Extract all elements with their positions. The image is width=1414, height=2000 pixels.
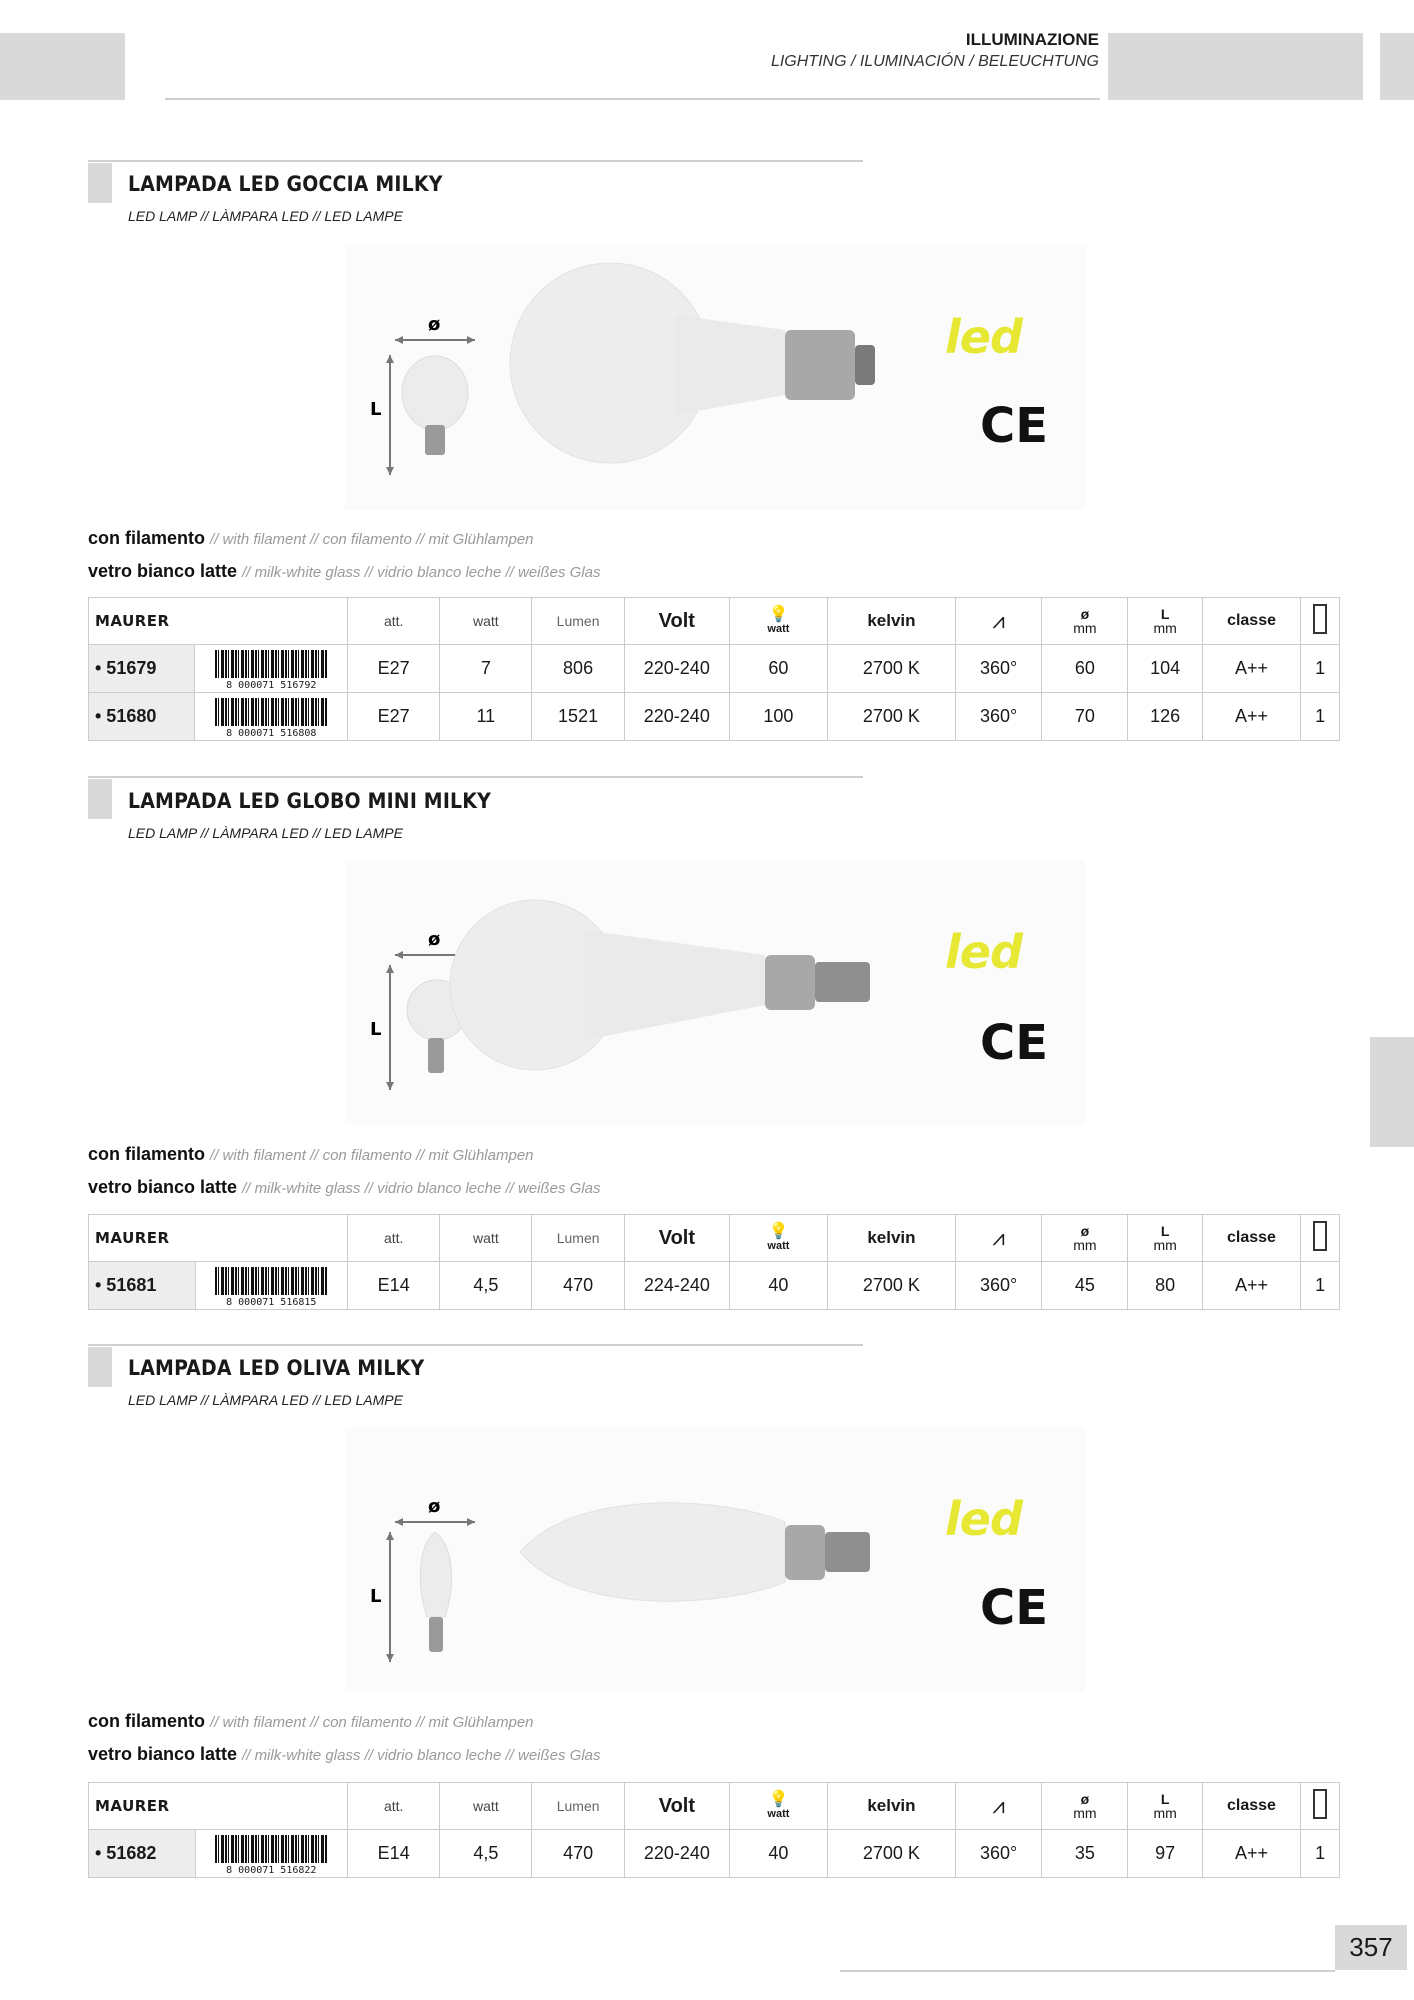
package-icon — [1313, 1221, 1327, 1251]
header-length-unit: mm — [1153, 1237, 1177, 1253]
section-marker — [88, 163, 112, 203]
header-angle — [955, 1215, 1041, 1262]
header-right-bar — [1108, 33, 1363, 100]
barcode — [195, 1830, 348, 1878]
cell-length: 97 — [1128, 1830, 1202, 1878]
header-package — [1301, 1783, 1340, 1830]
product-code: • 51682 — [89, 1830, 196, 1878]
header-eq-watt-label: watt — [767, 1240, 790, 1252]
beam-angle-icon: ⩘ — [992, 608, 1005, 633]
cell-diameter: 45 — [1042, 1262, 1128, 1310]
package-icon — [1313, 1789, 1327, 1819]
section-marker — [88, 779, 112, 819]
note-glass: vetro bianco latte — [88, 1177, 238, 1197]
beam-angle-icon: ⩘ — [992, 1793, 1005, 1818]
barcode — [195, 693, 348, 741]
header-volt: Volt — [624, 1783, 729, 1830]
header-diameter-symbol: ø — [1080, 606, 1090, 622]
header-package — [1301, 1215, 1340, 1262]
cell-angle: 360° — [955, 1262, 1041, 1310]
cell-qty: 1 — [1301, 645, 1340, 693]
note-glass: vetro bianco latte — [88, 561, 238, 581]
note-filament: con filamento — [88, 1144, 206, 1164]
cell-eq-watt: 60 — [729, 645, 827, 693]
header-diameter-symbol: ø — [1080, 1223, 1090, 1239]
header-lumen: Lumen — [532, 1783, 624, 1830]
ce-mark: CE — [980, 1580, 1049, 1636]
cell-watt: 4,5 — [440, 1830, 532, 1878]
barcode — [195, 645, 348, 693]
section-title: LAMPADA LED GOCCIA MILKY — [128, 172, 443, 196]
cell-att: E27 — [348, 645, 440, 693]
header-diameter-unit: mm — [1073, 1805, 1097, 1821]
header-watt: watt — [440, 1215, 532, 1262]
barcode — [195, 1262, 348, 1310]
cell-classe: A++ — [1202, 645, 1300, 693]
note-glass-translations: // milk-white glass // vidrio blanco leche // weißes Glas — [242, 1747, 601, 1764]
cell-volt: 224-240 — [624, 1262, 729, 1310]
bulb-illustration — [345, 860, 1085, 1125]
page-subtitle: LIGHTING / ILUMINACIÓN / BELEUCHTUNG — [770, 53, 1099, 70]
section-rule — [88, 1344, 863, 1346]
product-notes — [88, 522, 601, 588]
brand-logo: MAURER — [89, 1783, 348, 1830]
header-length-symbol: L — [1160, 1791, 1170, 1807]
header-eq-watt — [729, 598, 827, 645]
cell-classe: A++ — [1202, 1830, 1300, 1878]
product-code: • 51680 — [89, 693, 195, 741]
table-row — [89, 1262, 1340, 1310]
footer-rule — [840, 1970, 1335, 1972]
cell-qty: 1 — [1301, 693, 1340, 741]
cell-eq-watt: 40 — [729, 1830, 827, 1878]
diameter-symbol: ø — [428, 314, 441, 335]
cell-diameter: 60 — [1042, 645, 1128, 693]
header-lumen: Lumen — [532, 598, 624, 645]
cell-watt: 4,5 — [440, 1262, 532, 1310]
cell-att: E14 — [348, 1830, 440, 1878]
header-length-unit: mm — [1153, 620, 1177, 636]
header-eq-watt-label: watt — [767, 1808, 790, 1820]
ce-mark: CE — [980, 398, 1049, 454]
header-att: att. — [348, 598, 440, 645]
led-logo: led — [945, 925, 1022, 979]
bulb-illustration — [345, 1427, 1085, 1692]
cell-angle: 360° — [955, 1830, 1041, 1878]
page-number: 357 — [1335, 1925, 1407, 1970]
cell-volt: 220-240 — [624, 693, 729, 741]
cell-qty: 1 — [1301, 1830, 1340, 1878]
header-angle — [955, 598, 1041, 645]
header-volt: Volt — [624, 1215, 729, 1262]
header-length-unit: mm — [1153, 1805, 1177, 1821]
bulb-icon: 💡 — [768, 1223, 789, 1240]
product-code: • 51681 — [89, 1262, 196, 1310]
cell-length: 80 — [1128, 1262, 1202, 1310]
header-diameter-unit: mm — [1073, 620, 1097, 636]
header-eq-watt-label: watt — [767, 623, 790, 635]
beam-angle-icon: ⩘ — [992, 1225, 1005, 1250]
table-row — [89, 1830, 1340, 1878]
brand-logo: MAURER — [89, 598, 348, 645]
bulb-icon: 💡 — [768, 1791, 789, 1808]
cell-lumen: 470 — [532, 1830, 624, 1878]
note-filament: con filamento — [88, 528, 206, 548]
section-title: LAMPADA LED OLIVA MILKY — [128, 1356, 425, 1380]
table-row — [89, 645, 1340, 693]
section-marker — [88, 1347, 112, 1387]
cell-lumen: 1521 — [532, 693, 624, 741]
cell-diameter: 70 — [1042, 693, 1128, 741]
header-diameter — [1042, 1783, 1128, 1830]
cell-watt: 11 — [440, 693, 532, 741]
product-photo — [345, 245, 1085, 510]
table-header-row — [89, 1215, 1340, 1262]
cell-att: E14 — [348, 1262, 440, 1310]
cell-kelvin: 2700 K — [827, 1830, 955, 1878]
cell-angle: 360° — [955, 645, 1041, 693]
spec-table — [88, 1214, 1340, 1310]
section-subtitle: LED LAMP // LÀMPARA LED // LED LAMPE — [128, 825, 403, 841]
cell-classe: A++ — [1202, 693, 1300, 741]
header-package — [1301, 598, 1340, 645]
led-logo: led — [945, 310, 1022, 364]
section-subtitle: LED LAMP // LÀMPARA LED // LED LAMPE — [128, 1392, 403, 1408]
length-symbol: L — [370, 1019, 382, 1040]
length-symbol: L — [370, 1586, 382, 1607]
header-lumen: Lumen — [532, 1215, 624, 1262]
header-att: att. — [348, 1783, 440, 1830]
header-kelvin: kelvin — [827, 598, 955, 645]
note-filament: con filamento — [88, 1711, 206, 1731]
header-length — [1128, 1215, 1202, 1262]
product-photo — [345, 860, 1085, 1125]
page-title: ILLUMINAZIONE — [965, 30, 1099, 49]
cell-watt: 7 — [440, 645, 532, 693]
header-eq-watt — [729, 1215, 827, 1262]
cell-att: E27 — [348, 693, 440, 741]
header-length-symbol: L — [1160, 1223, 1170, 1239]
note-filament-translations: // with filament // con filamento // mit Glühlampen — [210, 1147, 534, 1164]
header-classe: classe — [1202, 598, 1300, 645]
header-angle — [955, 1783, 1041, 1830]
header-length — [1128, 598, 1202, 645]
product-photo — [345, 1427, 1085, 1692]
header-watt: watt — [440, 598, 532, 645]
cell-eq-watt: 40 — [729, 1262, 827, 1310]
header-att: att. — [348, 1215, 440, 1262]
section-subtitle: LED LAMP // LÀMPARA LED // LED LAMPE — [128, 208, 403, 224]
cell-length: 126 — [1128, 693, 1202, 741]
note-glass-translations: // milk-white glass // vidrio blanco leche // weißes Glas — [242, 564, 601, 581]
cell-kelvin: 2700 K — [827, 1262, 955, 1310]
cell-diameter: 35 — [1042, 1830, 1128, 1878]
cell-qty: 1 — [1301, 1262, 1340, 1310]
cell-kelvin: 2700 K — [827, 693, 955, 741]
note-filament-translations: // with filament // con filamento // mit Glühlampen — [210, 531, 534, 548]
cell-angle: 360° — [955, 693, 1041, 741]
section-title: LAMPADA LED GLOBO MINI MILKY — [128, 789, 491, 813]
note-filament-translations: // with filament // con filamento // mit Glühlampen — [210, 1714, 534, 1731]
ce-mark: CE — [980, 1015, 1049, 1071]
header-kelvin: kelvin — [827, 1783, 955, 1830]
spec-table — [88, 1782, 1340, 1878]
side-tab — [1370, 1037, 1414, 1147]
header-rule — [165, 98, 1100, 100]
barcode-number: 8 000071 516792 — [211, 680, 331, 691]
table-header-row — [89, 598, 1340, 645]
header-classe: classe — [1202, 1783, 1300, 1830]
header-diameter-unit: mm — [1073, 1237, 1097, 1253]
brand-logo: MAURER — [89, 1215, 348, 1262]
header-diameter-symbol: ø — [1080, 1791, 1090, 1807]
diameter-symbol: ø — [428, 1496, 441, 1517]
cell-kelvin: 2700 K — [827, 645, 955, 693]
cell-eq-watt: 100 — [729, 693, 827, 741]
header-watt: watt — [440, 1783, 532, 1830]
bulb-icon: 💡 — [768, 606, 789, 623]
package-icon — [1313, 604, 1327, 634]
header-volt: Volt — [624, 598, 729, 645]
barcode-number: 8 000071 516822 — [211, 1865, 331, 1876]
bulb-illustration — [345, 245, 1085, 510]
cell-classe: A++ — [1202, 1262, 1300, 1310]
cell-volt: 220-240 — [624, 1830, 729, 1878]
barcode-number: 8 000071 516815 — [211, 1297, 331, 1308]
header-eq-watt — [729, 1783, 827, 1830]
section-rule — [88, 160, 863, 162]
header-diameter — [1042, 1215, 1128, 1262]
spec-table — [88, 597, 1340, 741]
header-diameter — [1042, 598, 1128, 645]
led-logo: led — [945, 1492, 1022, 1546]
product-notes — [88, 1138, 601, 1204]
product-notes — [88, 1705, 601, 1771]
header-length-symbol: L — [1160, 606, 1170, 622]
header-edge-bar — [1380, 33, 1414, 100]
table-row — [89, 693, 1340, 741]
section-rule — [88, 776, 863, 778]
product-code: • 51679 — [89, 645, 195, 693]
header-kelvin: kelvin — [827, 1215, 955, 1262]
barcode-number: 8 000071 516808 — [211, 728, 331, 739]
note-glass-translations: // milk-white glass // vidrio blanco leche // weißes Glas — [242, 1180, 601, 1197]
note-glass: vetro bianco latte — [88, 1744, 238, 1764]
length-symbol: L — [370, 399, 382, 420]
cell-lumen: 470 — [532, 1262, 624, 1310]
cell-volt: 220-240 — [624, 645, 729, 693]
header-left-bar — [0, 33, 125, 100]
diameter-symbol: ø — [428, 929, 441, 950]
table-header-row — [89, 1783, 1340, 1830]
header-length — [1128, 1783, 1202, 1830]
cell-length: 104 — [1128, 645, 1202, 693]
header-classe: classe — [1202, 1215, 1300, 1262]
cell-lumen: 806 — [532, 645, 624, 693]
